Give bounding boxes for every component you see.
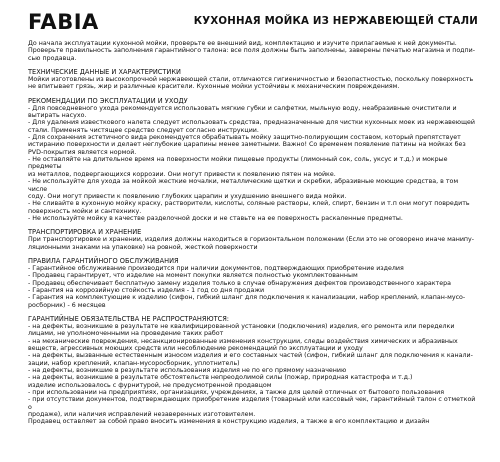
- section-line: лицами, не уполномоченными на проведение таких работ: [28, 330, 224, 338]
- section-line: - на механические повреждения, несанкционированные изменения конструкции, следы воздействия химических и абразивных: [28, 337, 458, 345]
- section-line: веществ, агрессивных моющих средств или несоблюдение рекомендаций по эксплуатации и уходу: [28, 345, 363, 352]
- section-line: - при использовании на предприятиях, организациях, учреждениях, а также для целей отличных от бытового пользования: [28, 389, 445, 397]
- document-body: [28, 40, 478, 426]
- section-line: При транспортировке и хранении, изделия должны находиться в горизонтальном положении (Если это не оговорено иначе манипу-: [28, 236, 475, 244]
- section-line: - при отсутствии документов, подтверждающих приобретение изделия (товарный или кассовый чек, гарантийный талон с отметкой о: [28, 396, 476, 411]
- section-heading: ТРАНСПОРТИРОВКА И ХРАНЕНИЕ: [28, 228, 142, 237]
- section-line: из металлов, подвергающихся коррозии. Они могут привести к появлению пятен на мойке.: [28, 170, 336, 178]
- intro-line: сью продавца.: [28, 54, 77, 62]
- section-line: - Для удаления известкового налета следует использовать средства, предназначенные для чистки кухонных моек из нержавеющей: [28, 119, 475, 127]
- section-line: - Гарантийное обслуживание производится при наличии документов, подтверждающих приобретение изделия: [28, 264, 404, 272]
- section-line: - на дефекты, возникшие в результате не квалифицированной установки (подключения) изделия, его ремонта или переделки: [28, 322, 455, 330]
- section-line: росборник) - 6 месяцев: [28, 301, 106, 309]
- section-line: - Не используйте для ухода за мойкой жесткие мочалки, металлические щетки и скребки, абразивные моющие средства, в том числе: [28, 178, 459, 193]
- section-line: - Продавец гарантирует, что изделие на момент покупки является полностью укомплектованным: [28, 272, 358, 280]
- section-line: - Для сохранения эстетичного вида рекомендуется обрабатывать мойку защитно-полирующим составом, который препятствует: [28, 134, 461, 142]
- document-header: [28, 0, 478, 40]
- section-transport-storage: [28, 228, 478, 251]
- intro-line: До начала эксплуатации кухонной мойки, проверьте ее внешний вид, комплектацию и изучите прилагаемые к ней документы.: [28, 40, 457, 47]
- section-line: - Не сливайте в кухонную мойку краску, растворители, кислоты, соляные растворы, клей, спирт, бензин и т.п они могут повредить: [28, 200, 470, 208]
- section-line: - Для повседневного ухода рекомендуется использовать мягкие губки и салфетки, мыльную воду, неабразивные очистители и: [28, 104, 457, 112]
- section-line: - Гарантия на коррозийную стойкость изделия - 1 год со дня продажи: [28, 286, 265, 294]
- brand-logo: FABIA: [28, 10, 99, 34]
- section-line: - на дефекты, вызванные естественным износом изделия и его составных частей (сифон, гибкий шланг для подключения к канали-: [28, 352, 473, 360]
- section-line: стали. Применять чистящее средство следует согласно инструкции.: [28, 126, 259, 134]
- section-line: - Не используйте мойку в качестве разделочной доски и не ставьте на ее поверхность раскаленные предметы.: [28, 214, 403, 222]
- section-line: PVD-покрытия является нормой.: [28, 148, 137, 156]
- section-care-recommendations: [28, 97, 478, 223]
- section-line: истиранию поверхности и делает неглубокие царапины менее заметными. Важно! Со временем появление патины на мойках без: [28, 141, 466, 149]
- section-line: - на дефекты, возникшие в результате обстоятельств непреодолимой силы (пожар, природная катастрофа и т.д.): [28, 374, 413, 382]
- section-line: - Не оставляйте на длительное время на поверхности мойки пищевые продукты (лимонный сок, соль, уксус и т.д.) и мокрые предметы: [28, 156, 448, 171]
- section-heading: ПРАВИЛА ГАРАНТИЙНОГО ОБСЛУЖИВАНИЯ: [28, 256, 179, 265]
- section-warranty-exclusions: [28, 315, 478, 426]
- section-warranty-rules: [28, 257, 478, 309]
- section-line: продаже), или наличия исправлений незаверенных изготовителем.: [28, 411, 256, 419]
- section-line: ляционными знаками на упаковке) на ровной, жесткой поверхности: [28, 243, 258, 251]
- section-line: зации, набор креплений, клапан-мусоросборник, уплотнитель): [28, 359, 240, 367]
- section-line: - на дефекты, возникшие в результате использования изделия не по его прямому назначению: [28, 367, 347, 375]
- section-line: Мойки изготовлены из высокопрочной нержавеющей стали, отличаются гигиеничностью и безопастностью, поскольку поверхность: [28, 76, 474, 84]
- section-line: изделие использовалось с фурнитурой, не предусмотренной продавцом: [28, 381, 272, 389]
- intro-line: Проверьте правильность заполнения гарантийного талона: все поля должны быть заполнены, заверены печатью магазина и подпи-: [28, 47, 476, 55]
- section-line: - Продавец обеспечивает бесплатную замену изделия только в случае обнаружения дефектов производственного характера: [28, 279, 451, 287]
- section-heading: ТЕХНИЧЕСКИЕ ДАННЫЕ И ХАРАКТЕРИСТИКИ: [28, 68, 181, 77]
- section-line: - Гарантия на комплектующие к изделию (сифон, гибкий шланг для подключения к канализации, набор креплений, клапан-мусо-: [28, 294, 466, 302]
- document-title: КУХОННАЯ МОЙКА ИЗ НЕРЖАВЕЮЩЕЙ СТАЛИ: [193, 16, 478, 27]
- section-heading: ГАРАНТИЙНЫЕ ОБЯЗАТЕЛЬСТВА НЕ РАСПРОСТРАНЯЮТСЯ:: [28, 314, 230, 323]
- intro-paragraph: [28, 40, 478, 62]
- section-line: не впитывает грязь, жир и различные красители. Кухонные мойки устойчивы к механическим повреждениям.: [28, 83, 400, 91]
- section-technical-data: [28, 68, 478, 91]
- section-line: поверхность мойки и сантехнику.: [28, 207, 142, 215]
- section-heading: РЕКОМЕНДАЦИИ ПО ЭКСПЛУАТАЦИИ И УХОДУ: [28, 96, 188, 105]
- section-line: вытирать насухо.: [28, 112, 87, 120]
- section-line: соду. Они могут привести к появлению глубоких царапин и ухудшению внешнего вида мойки.: [28, 192, 347, 200]
- section-line: Продавец оставляет за собой право вносить изменения в конструкцию изделия, а также в его комплектацию и дизайн: [28, 418, 430, 426]
